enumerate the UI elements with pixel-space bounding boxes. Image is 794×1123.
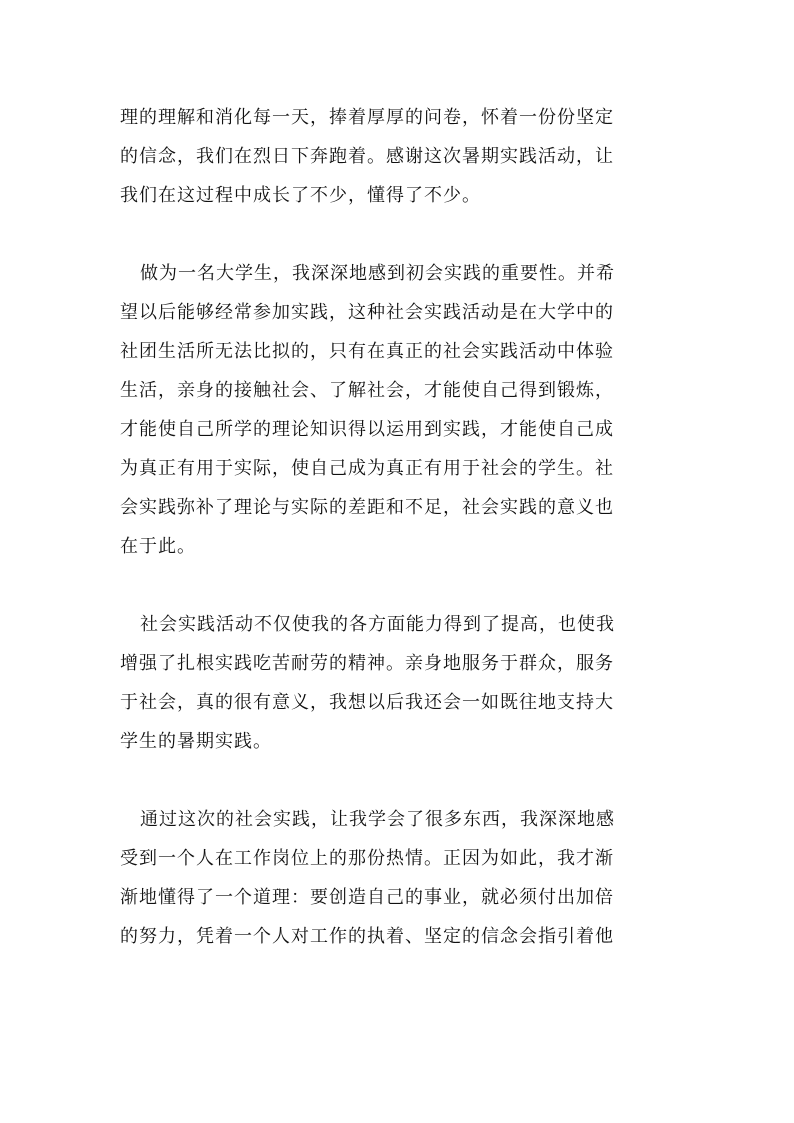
text-line: 望以后能够经常参加实践，这种社会实践活动是在大学中的 [120,302,614,323]
text-line: 的努力，凭着一个人对工作的执着、坚定的信念会指引着他 [120,926,614,947]
text-line: 增强了扎根实践吃苦耐劳的精神。亲身地服务于群众，服务 [120,653,614,674]
text-line: 受到一个人在工作岗位上的那份热情。正因为如此，我才渐 [120,848,614,869]
text-line: 于社会，真的很有意义，我想以后我还会一如既往地支持大 [120,692,614,713]
text-line: 做为一名大学生，我深深地感到初会实践的重要性。并希 [140,263,615,284]
text-line: 才能使自己所学的理论知识得以运用到实践，才能使自己成 [120,419,614,440]
text-line: 通过这次的社会实践，让我学会了很多东西，我深深地感 [140,809,615,830]
paragraph-3 [120,605,686,761]
text-line: 学生的暑期实践。 [120,731,272,752]
text-line: 理的理解和消化每一天，捧着厚厚的问卷，怀着一份份坚定 [120,107,614,128]
text-line: 生活，亲身的接触社会、了解社会，才能使自己得到锻炼， [120,380,614,401]
text-line: 为真正有用于实际，使自己成为真正有用于社会的学生。社 [120,458,614,479]
paragraph-1 [120,98,686,215]
document-body [120,98,686,995]
text-line: 会实践弥补了理论与实际的差距和不足，社会实践的意义也 [120,497,614,518]
text-line: 社团生活所无法比拟的，只有在真正的社会实践活动中体验 [120,341,614,362]
text-line: 我们在这过程中成长了不少，懂得了不少。 [120,185,481,206]
paragraph-2 [120,254,686,566]
text-line: 社会实践活动不仅使我的各方面能力得到了提高，也使我 [140,614,615,635]
text-line: 在于此。 [120,536,196,557]
paragraph-4 [120,800,686,956]
text-line: 渐地懂得了一个道理：要创造自己的事业，就必须付出加倍 [120,887,614,908]
text-line: 的信念，我们在烈日下奔跑着。感谢这次暑期实践活动，让 [120,146,614,167]
